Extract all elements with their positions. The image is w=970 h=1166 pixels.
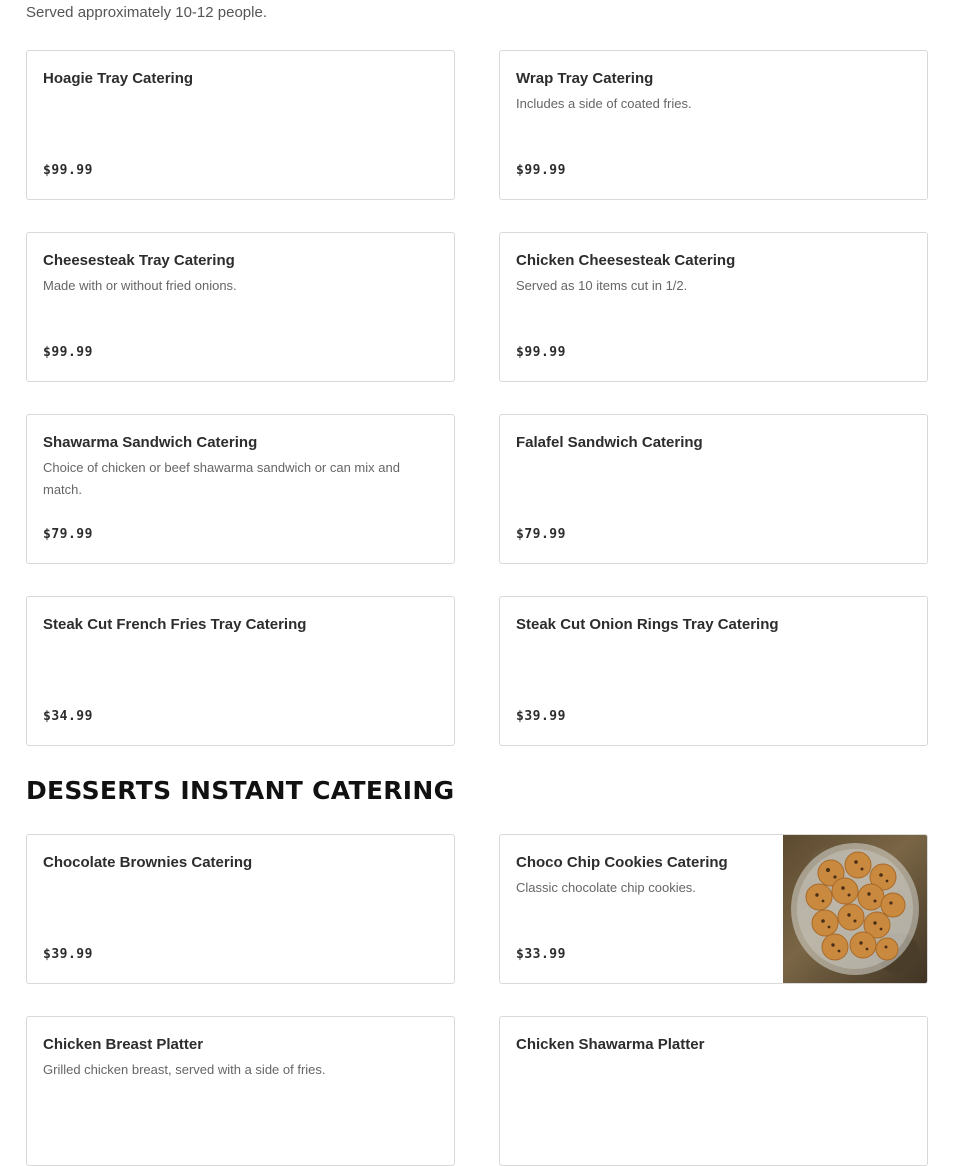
menu-item-description: Classic chocolate chip cookies. — [516, 880, 696, 895]
menu-item-choco-chip-cookies[interactable] — [499, 834, 928, 984]
menu-item-price: $99.99 — [516, 345, 566, 360]
menu-item-name: Falafel Sandwich Catering — [516, 434, 703, 451]
menu-item-name: Steak Cut French Fries Tray Catering — [43, 616, 307, 633]
menu-item-chicken-shawarma-platter[interactable] — [499, 1016, 928, 1166]
cookie-platter-photo — [783, 835, 927, 983]
cookie-platter-illustration — [783, 835, 927, 983]
menu-item-name: Wrap Tray Catering — [516, 70, 654, 87]
menu-item-onion-rings-tray[interactable] — [499, 596, 928, 746]
menu-item-cheesesteak-tray[interactable] — [26, 232, 455, 382]
menu-item-price: $34.99 — [43, 709, 93, 724]
menu-item-price: $99.99 — [43, 345, 93, 360]
section-heading-desserts: DESSERTS INSTANT CATERING — [26, 776, 455, 805]
menu-item-price: $79.99 — [516, 527, 566, 542]
catering-menu-grid — [26, 50, 928, 746]
menu-item-name: Cheesesteak Tray Catering — [43, 252, 235, 269]
menu-item-name: Chicken Cheesesteak Catering — [516, 252, 736, 269]
menu-item-price: $39.99 — [43, 947, 93, 962]
menu-item-name: Shawarma Sandwich Catering — [43, 434, 258, 451]
menu-item-falafel-sandwich[interactable] — [499, 414, 928, 564]
menu-item-name: Hoagie Tray Catering — [43, 70, 194, 87]
menu-item-price: $99.99 — [43, 163, 93, 178]
menu-item-name: Chicken Breast Platter — [43, 1036, 204, 1053]
menu-item-description: Served as 10 items cut in 1/2. — [516, 278, 688, 293]
menu-item-price: $79.99 — [43, 527, 93, 542]
menu-item-description: Made with or without fried onions. — [43, 278, 237, 293]
menu-item-hoagie-tray[interactable] — [26, 50, 455, 200]
menu-item-chicken-cheesesteak[interactable] — [499, 232, 928, 382]
menu-item-shawarma-sandwich[interactable] — [26, 414, 455, 564]
menu-item-chocolate-brownies[interactable] — [26, 834, 455, 984]
section-intro-text: Served approximately 10-12 people. — [26, 4, 267, 21]
menu-item-name: Chocolate Brownies Catering — [43, 854, 253, 871]
menu-item-wrap-tray[interactable] — [499, 50, 928, 200]
menu-item-name: Chicken Shawarma Platter — [516, 1036, 705, 1053]
menu-item-price: $99.99 — [516, 163, 566, 178]
menu-item-price: $39.99 — [516, 709, 566, 724]
menu-item-description: Includes a side of coated fries. — [516, 96, 692, 111]
desserts-menu-grid — [26, 834, 928, 1166]
menu-item-description: Choice of chicken or beef shawarma sandwich or can mix and match. — [43, 460, 400, 497]
menu-item-price: $33.99 — [516, 947, 566, 962]
menu-item-name: Choco Chip Cookies Catering — [516, 854, 728, 871]
menu-item-description: Grilled chicken breast, served with a side of fries. — [43, 1062, 326, 1077]
menu-item-name: Steak Cut Onion Rings Tray Catering — [516, 616, 779, 633]
menu-item-chicken-breast-platter[interactable] — [26, 1016, 455, 1166]
menu-item-french-fries-tray[interactable] — [26, 596, 455, 746]
